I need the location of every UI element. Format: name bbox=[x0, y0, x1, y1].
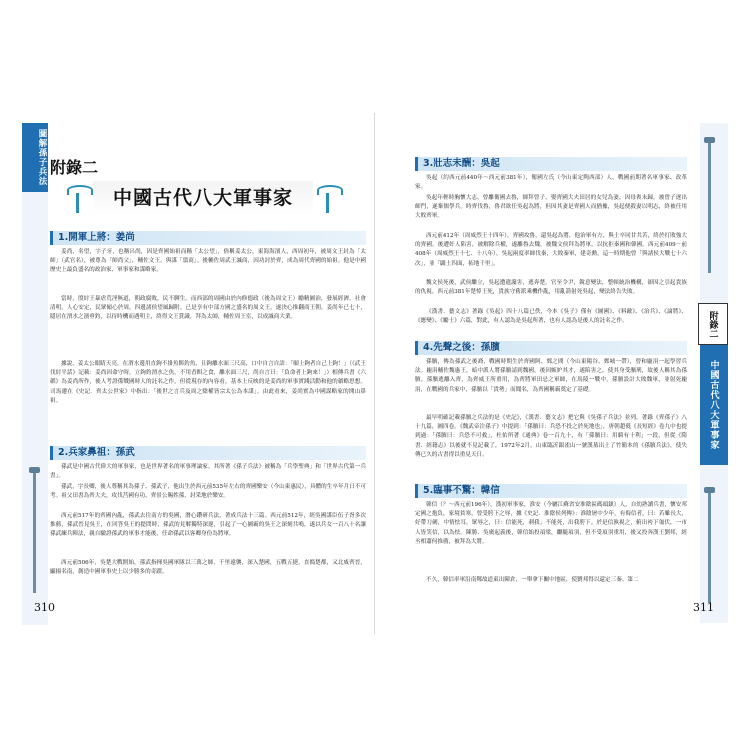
paragraph: 當時，殷紂王暴虐荒淫無道，朝政腐敗，民不聊生。而西部的周國由於內修德政（後為周文王）勵精圖治，發展經濟，社會清明，人心安定，民眾傾心於周，四邊諸侯望風歸附。已是享有中部方國之盛名的周文王，遂決心推翻商王朝。姜尚年已七十，隱居在渭水之濱垂釣，以待時機而遇明主，終得文王賞識，拜為太師，輔佐周王室，以成滅商大業。 bbox=[50, 296, 366, 321]
section-heading: 1.開軍上將：姜尚 bbox=[50, 231, 366, 245]
paragraph: 孫武，字長卿，後人尊稱其為孫子、孫武子，他出生於西元前535年左右的齊國樂安（今山東惠民），具體的生卒年月日不可考。祖父田書為齊大夫，攻伐莒國有功，齊景公賜姓孫，封采地於樂安。 bbox=[50, 484, 366, 500]
section-heading: 4.先聲之後：孫臏 bbox=[415, 341, 687, 355]
paragraph: 據說，姜太公眼睛天亮，在渭水邊用直鉤不掛魚餌釣魚，且鉤離水面三尺高，口中自言自語：「願上鉤者自己上鉤！」（《武王伐紂平話》記載：姜尚因命守時，立鉤釣渭水之魚，不用香餌之食，離水面三尺，尚自言曰：「負命者上鉤來！」）相傳兵書《六韜》為姜尚所作，後人考證係戰國時人的託名之作，但從現存的內容看，基本上反映的是姜尚的軍事實踐活動和他的韜略思想。司馬遷在《史記．齊太公世家》中指出：「後世之言兵及周之陰權皆宗太公為本謀」，由此看來，姜尚實為中國謀略家的開山鼻祖。 bbox=[50, 361, 366, 404]
right-side-tab-title: 中國古代八大軍事家 bbox=[700, 345, 728, 465]
page-title: 中國古代八大軍事家 bbox=[93, 181, 313, 215]
paragraph: 西元前506年，吳楚大戰開始，孫武指揮吳國軍隊以三萬之師，千里遠襲，深入楚國，五戰五捷，直搗楚都，又北威齊晉，顯揚名南，創造中國軍事史上以少勝多的奇蹟。 bbox=[50, 560, 366, 576]
halberd-icon bbox=[63, 183, 93, 213]
paragraph: 西元前412年（周威烈王十四年），齊國攻魯，還吳起為將，他治軍有方，與士卒同甘共苦，終於打敗強大的齊國。後遭奸人陷害，被解除兵權，遂離魯去魏，被魏文侯拜為將軍，以抗拒秦國和韓國。西元前409－前408年（周威烈王十七、十八年），吳起兩度率師伐秦，大敗秦軍，建奇勳，這一時期他曾「與諸侯大戰七十六次」，並「闢土四面，拓地千里」。 bbox=[415, 233, 687, 267]
left-side-tab: 圖解孫子兵法 bbox=[22, 123, 48, 192]
section-heading: 5.臨事不驚：韓信 bbox=[415, 484, 687, 498]
paragraph: 魏文侯死後，武侯繼立，吳起遭遺讒害，逃奔楚，官至令尹，銳意變法，整頓統治機構，卻因之引起貴族的仇視。西元前381年楚悼王死，貴族守舊派乘機作亂，用亂箭射死吳起，變法終告失敗。 bbox=[415, 280, 687, 296]
left-page bbox=[28, 113, 375, 634]
right-page bbox=[375, 113, 722, 634]
sword-icon bbox=[33, 473, 36, 593]
section-heading: 3.壯志未酬：吳起 bbox=[415, 157, 687, 171]
paragraph: 西元前517年的齊國內亂，孫武去往南方的吳國，潛心鑽研兵法，著成兵法十三篇。西元前512年，經吳國謀臣伍子胥多次推薦，孫武晉見吳王，在回答吳王的提問時，孫武的見解獨特深邃，引起了一心圖霸的吳王之深刻共鳴，遂以兵女一百八十名讓孫武練兵陣法，親自驗證孫武的軍事才能後，任命孫武以客卿身份為將軍。 bbox=[50, 513, 366, 538]
page-number: 310 bbox=[34, 601, 55, 614]
page-number: 311 bbox=[693, 601, 714, 614]
paragraph: 不久，韓信率軍沿南鄭故道東出陳倉，一舉拿下關中地區，使劉邦得以還定三秦。第二 bbox=[426, 577, 639, 583]
paragraph: 姜尚，名望，字子牙，也稱呂尚，因是齊國始祖而稱「太公望」，俗稱姜太公。東海海濱人，西周初年，被周文王封為「太師」（武官名），被尊為「師尚父」，輔佐文王，與謀「翦商」。後輔佐周武王滅商，因功封於齊，成為周代齊國的始祖。他是中國歷史上最負盛名的政治家、軍事家和謀略家。 bbox=[50, 249, 366, 274]
paragraph: 吳起（約西元前440年～西元前381年），衛國左氏（今山東定陶西部）人，戰國前期著名軍事家、改革家。 bbox=[415, 175, 687, 191]
paragraph: 韓信（？～西元前196年），漢初軍事家，淮安（今屬江蘇省安准陰區碼頭鎮）人，自幼熟讀兵書，懷安邦定國之抱負，家境貧寒，曾受胯下之辱，據《史記．淮陰侯列傳》：淮陰屠中少年，有侮信者，曰：若雖長大，好帶刀劍，中情怯耳，眾辱之，曰：信能死，刺我；不能死，出我胯下。於是信孰視之，俯出袴下匍伏，一市人皆笑信，以為怯。陳勝、吳廣起義後，韓信始投項梁，繼隨項羽，但不受項羽重用，後又投奔漢王劉邦，經丞相蕭何推薦，被拜為大將。 bbox=[415, 502, 687, 545]
halberd-icon bbox=[313, 183, 343, 213]
section-heading: 2.兵家鼻祖：孫武 bbox=[50, 446, 366, 460]
sword-icon bbox=[708, 493, 711, 603]
paragraph: 孫臏，傳為孫武之後裔，戰國時期生於齊國阿、鄄之間（今山東陽谷、鄄城一帶），曾和龐涓一起學習兵法。龐涓輔佐魏惠王，暗中派人將孫臏請到魏國，後因嫉妒其才，遂陷害之，使其身受臏刑，故後人稱其為孫臏。孫臏逃離入齊，為齊威王所重用，為齊將軍田忌之軍師，在馬陵一戰中，孫臏設計大敗魏軍，並射死龐涓，在戰國的兵家中，孫臏以「貴勢」而聞名，為齊國稱霸奠定了基礎。 bbox=[415, 359, 687, 393]
paragraph: 吳起年輕時胸懷大志，曾離衛國去魯，師拜曾子，娶齊國大夫田居的女兒為妻，因母喪未歸，被曾子逐出師門，遂棄儒學兵。時齊伐魯，魯君欲任吳起為將，但因其妻是齊國人而猶豫，吳起便殺妻以明志，終被任用大敗齊軍。 bbox=[415, 195, 687, 220]
sword-icon bbox=[708, 143, 711, 273]
right-side-tab: 附錄二 bbox=[698, 303, 728, 345]
appendix-label: 附錄二 bbox=[50, 158, 99, 177]
book-spread bbox=[28, 113, 722, 634]
paragraph: 孫武是中國古代偉大的軍事家，也是世界著名的軍事理論家。其所著《孫子兵法》被稱為「兵學聖典」和「世界古代第一兵書」。 bbox=[50, 464, 366, 480]
paragraph: 《漢書．藝文志》著錄《吳起》四十八篇已佚，今本《吳子》僅有《圖國》、《料敵》、《治兵》、《論將》、《應變》、《勵士》六篇，對此，有人認為是吳起所著，也有人認為是後人的託名之作。 bbox=[415, 309, 687, 325]
paragraph: 最早明確記載孫臏之兵法的是《史記》，《漢書．藝文志》把它與《吳孫子兵法》並列，著錄《齊孫子》八十九篇，圖四卷。《魏武帝注孫子》中提到：「孫臏曰：兵恐不投之於死地也」，唐朝趙蕤《長短經》卷九中也提到過：「孫臏曰：兵恐不可救」，杜佑所著《通典》卷一百九十，有「孫臏曰：用騎有十利」一段，但從《隋書．經籍志》以後就不見記載了。1972年2月，山東臨沂銀雀山一號漢墓出土了竹簡本的《孫臏兵法》，使失傳已久的古書得以重見天日。 bbox=[415, 415, 687, 458]
